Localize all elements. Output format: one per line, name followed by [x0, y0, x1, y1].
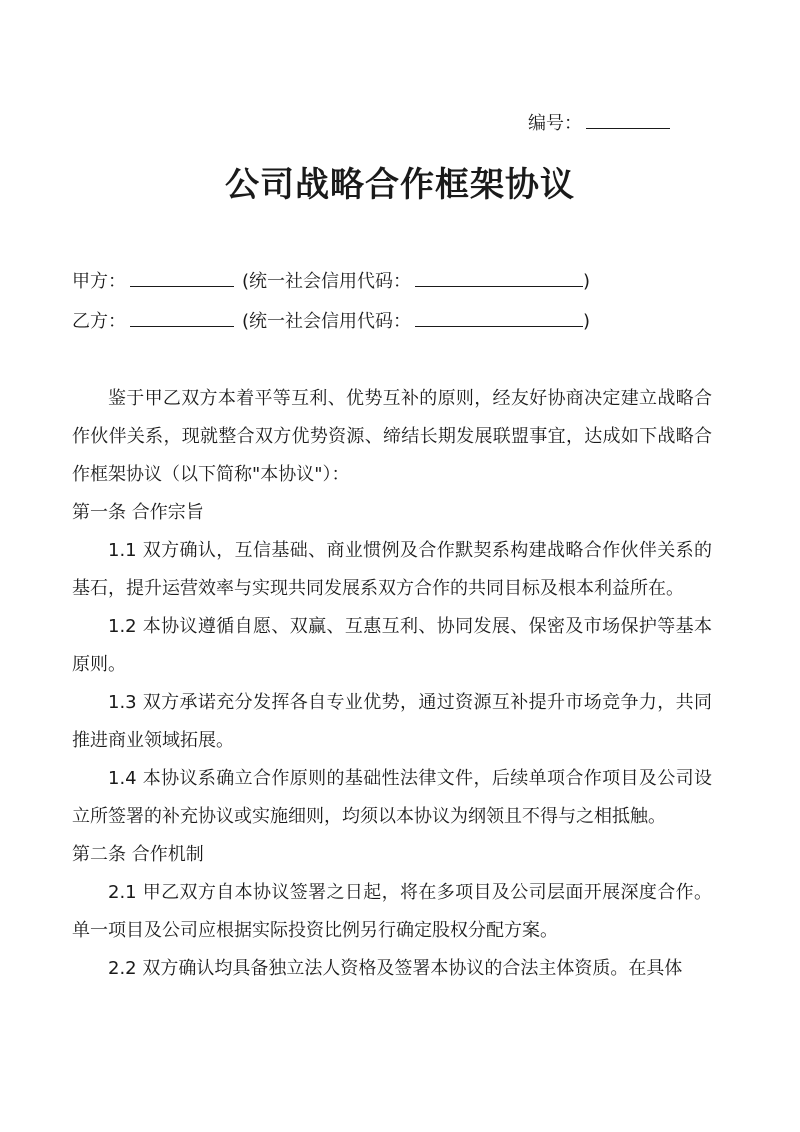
party-b-code-blank[interactable] [415, 308, 583, 327]
clause-2-1: 2.1 甲乙双方自本协议签署之日起，将在多项目及公司层面开展深度合作。单一项目及公司应根据实际投资比例另行确定股权分配方案。 [72, 882, 712, 941]
party-b-code-close: ) [583, 311, 591, 332]
agreement-body [72, 380, 712, 988]
party-a-line [72, 268, 590, 295]
document-number-label: 编号： [528, 113, 582, 134]
party-a-code-label: (统一社会信用代码： [242, 271, 412, 292]
document-number-blank[interactable] [586, 110, 670, 129]
clause-1-1: 1.1 双方确认，互信基础、商业惯例及合作默契系构建战略合作伙伴关系的基石，提升运营效率与实现共同发展系双方合作的共同目标及根本利益所在。 [72, 540, 712, 599]
clause-1-3: 1.3 双方承诺充分发挥各自专业优势，通过资源互补提升市场竞争力，共同推进商业领域拓展。 [72, 692, 712, 751]
clause-2-2: 2.2 双方确认均具备独立法人资格及签署本协议的合法主体资质。在具体 [108, 958, 683, 979]
party-a-name-blank[interactable] [130, 268, 234, 287]
preamble-paragraph: 鉴于甲乙双方本着平等互利、优势互补的原则，经友好协商决定建立战略合作伙伴关系，现就整合双方优势资源、缔结长期发展联盟事宜，达成如下战略合作框架协议（以下简称"本协议"）： [72, 388, 712, 485]
party-b-name-blank[interactable] [130, 308, 234, 327]
article-1-heading: 第一条 合作宗旨 [72, 502, 204, 523]
clause-1-4: 1.4 本协议系确立合作原则的基础性法律文件，后续单项合作项目及公司设立所签署的补充协议或实施细则，均须以本协议为纲领且不得与之相抵触。 [72, 768, 712, 827]
clause-1-2: 1.2 本协议遵循自愿、双赢、互惠互利、协同发展、保密及市场保护等基本原则。 [72, 616, 712, 675]
party-a-label: 甲方： [72, 271, 126, 292]
party-b-code-label: (统一社会信用代码： [242, 311, 412, 332]
party-b-line [72, 308, 590, 335]
party-a-code-close: ) [583, 271, 591, 292]
party-a-code-blank[interactable] [415, 268, 583, 287]
document-title: 公司战略合作框架协议 [225, 165, 575, 205]
party-b-label: 乙方： [72, 311, 126, 332]
article-2-heading: 第二条 合作机制 [72, 844, 204, 865]
document-number [528, 110, 670, 137]
